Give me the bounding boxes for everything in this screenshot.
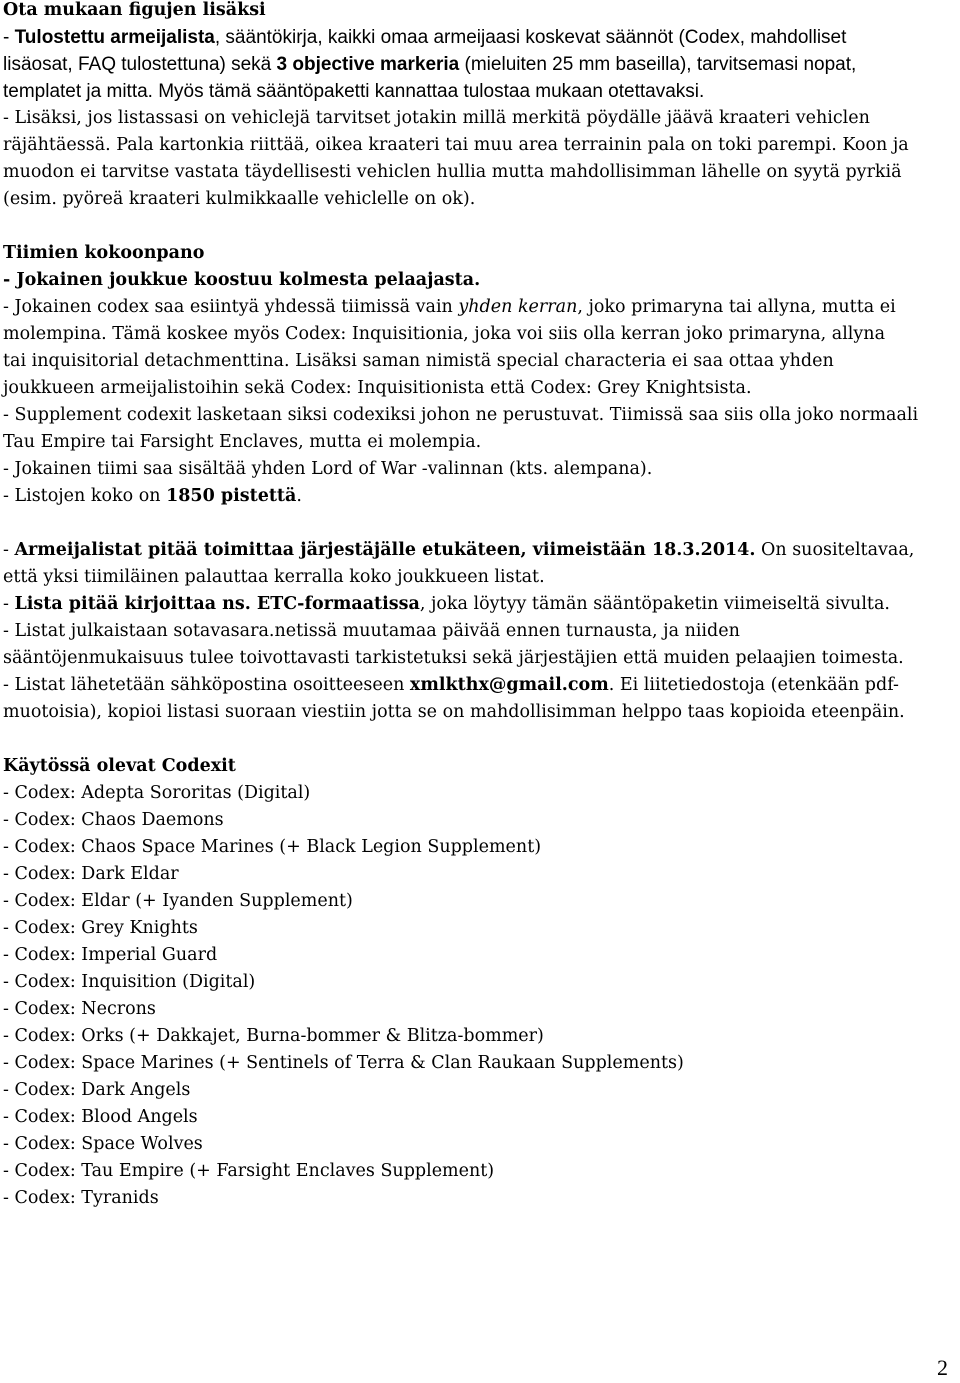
text-line: - Jokainen tiimi saa sisältää yhden Lord of War -valinnan (kts. alempana). xyxy=(3,459,653,479)
bold-deadline: Armeijalistat pitää toimittaa järjestäjälle etukäteen, viimeistään 18.3.2014. xyxy=(14,540,756,560)
codex-list-item: - Codex: Chaos Space Marines (+ Black Legion Supplement) xyxy=(3,837,542,857)
text-dash: - xyxy=(3,540,15,560)
text-line xyxy=(3,483,302,510)
bold-list-format: Lista pitää kirjoittaa ns. xyxy=(14,594,257,614)
codex-list-item: - Codex: Eldar (+ Iyanden Supplement) xyxy=(3,891,353,911)
bold-points-limit: 1850 pistettä xyxy=(166,486,297,506)
codex-list-item: - Codex: Adepta Sororitas (Digital) xyxy=(3,783,311,803)
codex-list-item: - Codex: Grey Knights xyxy=(3,918,198,938)
text-line xyxy=(3,24,846,51)
codex-list-item: - Codex: Imperial Guard xyxy=(3,945,218,965)
text-line: - Lisäksi, jos listassasi on vehiclejä tarvitset jotakin millä merkitä pöydälle jäävä kraateri vehiclen xyxy=(3,108,870,128)
codex-list-item: - Codex: Orks (+ Dakkajet, Burna-bommer & Blitza-bommer) xyxy=(3,1026,544,1046)
codex-list-item: - Codex: Dark Eldar xyxy=(3,864,179,884)
text-line: joukkueen armeijalistoihin sekä Codex: Inquisitionista että Codex: Grey Knightsista. xyxy=(3,378,752,398)
codex-list-item: - Codex: Space Wolves xyxy=(3,1134,203,1154)
text-line: - Listat julkaistaan sotavasara.netissä muutamaa päivää ennen turnausta, ja niiden xyxy=(3,621,740,641)
codex-list-item: - Codex: Necrons xyxy=(3,999,156,1019)
text-line: räjähtäessä. Pala kartonkia riittää, oikea kraateri tai muu area terrainin pala on toki parempi. Koon ja xyxy=(3,135,909,155)
bold-team-size: - Jokainen joukkue koostuu kolmesta pelaajasta. xyxy=(3,270,481,290)
text-fragment: , sääntökirja, kaikki omaa armeijaasi koskevat säännöt (Codex, mahdolliset xyxy=(214,27,847,48)
codex-list-item: - Codex: Space Marines (+ Sentinels of Terra & Clan Raukaan Supplements) xyxy=(3,1053,684,1073)
codex-list-item: - Codex: Tau Empire (+ Farsight Enclaves Supplement) xyxy=(3,1161,495,1181)
heading-kaytossa-olevat-codexit: Käytössä olevat Codexit xyxy=(3,756,236,776)
text-line: muodon ei tarvitse vastata täydellisesti vehiclen hullia mutta mahdollisimman lähelle on syytä pyrkiä xyxy=(3,162,902,182)
text-fragment: (mieluiten 25 mm baseilla), tarvitsemasi nopat, xyxy=(459,54,857,75)
bold-printed-list: Tulostettu armeijalista xyxy=(14,27,215,48)
text-fragment: , joka löytyy tämän sääntöpaketin viimeiseltä sivulta. xyxy=(419,594,890,614)
text-line: Tau Empire tai Farsight Enclaves, mutta ei molempia. xyxy=(3,432,482,452)
codex-list-item: - Codex: Dark Angels xyxy=(3,1080,191,1100)
bold-etc-format: ETC-formaatissa xyxy=(256,594,420,614)
text-dash: - xyxy=(3,594,15,614)
text-line: sääntöjenmukaisuus tulee toivottavasti tarkistetuksi sekä järjestäjien että muiden pelaajien toimesta. xyxy=(3,648,904,668)
text-fragment: - Listojen koko on xyxy=(3,486,167,506)
italic-yhden-kerran: yhden kerran xyxy=(458,297,578,317)
text-line xyxy=(3,591,890,618)
text-line: - Supplement codexit lasketaan siksi codexiksi johon ne perustuvat. Tiimissä saa siis olla joko normaali xyxy=(3,405,919,425)
text-line xyxy=(3,294,896,321)
text-line: (esim. pyöreä kraateri kulmikkaalle vehiclelle on ok). xyxy=(3,189,476,209)
text-fragment: - Jokainen codex saa esiintyä yhdessä tiimissä vain xyxy=(3,297,459,317)
text-line: templatet ja mitta. Myös tämä sääntöpaketti kannattaa tulostaa mukaan otettavaksi. xyxy=(3,81,705,102)
text-fragment: . xyxy=(296,486,302,506)
text-fragment: On suositeltavaa, xyxy=(755,540,915,560)
heading-ota-mukaan: Ota mukaan figujen lisäksi xyxy=(3,0,266,20)
codex-list-item: - Codex: Blood Angels xyxy=(3,1107,198,1127)
bold-objective-markers: 3 objective markeria xyxy=(276,54,460,75)
text-fragment: , joko primaryna tai allyna, mutta ei xyxy=(577,297,896,317)
codex-list-item: - Codex: Tyranids xyxy=(3,1188,159,1208)
text-line xyxy=(3,537,914,564)
text-line: muotoisia), kopioi listasi suoraan viestiin jotta se on mahdollisimman helppo taas kopioida eteenpäin. xyxy=(3,702,905,722)
page-number: 2 xyxy=(937,1355,948,1380)
text-dash: - xyxy=(3,27,15,48)
email-address: xmlkthx@gmail.com xyxy=(409,675,609,695)
heading-tiimien-kokoonpano: Tiimien kokoonpano xyxy=(3,243,205,263)
codex-list-item: - Codex: Inquisition (Digital) xyxy=(3,972,256,992)
text-fragment: - Listat lähetetään sähköpostina osoitteeseen xyxy=(3,675,410,695)
text-fragment: . Ei liitetiedostoja (etenkään pdf- xyxy=(608,675,899,695)
text-line: tai inquisitorial detachmenttina. Lisäksi saman nimistä special characteria ei saa ottaa yhden xyxy=(3,351,834,371)
text-line xyxy=(3,672,899,699)
text-fragment: lisäosat, FAQ tulostettuna) sekä xyxy=(3,54,277,75)
text-line: että yksi tiimiläinen palauttaa kerralla koko joukkueen listat. xyxy=(3,567,545,587)
codex-list-item: - Codex: Chaos Daemons xyxy=(3,810,224,830)
text-line: molempina. Tämä koskee myös Codex: Inquisitionia, joka voi siis olla kerran joko primaryna, allyna xyxy=(3,324,885,344)
text-line xyxy=(3,51,856,78)
